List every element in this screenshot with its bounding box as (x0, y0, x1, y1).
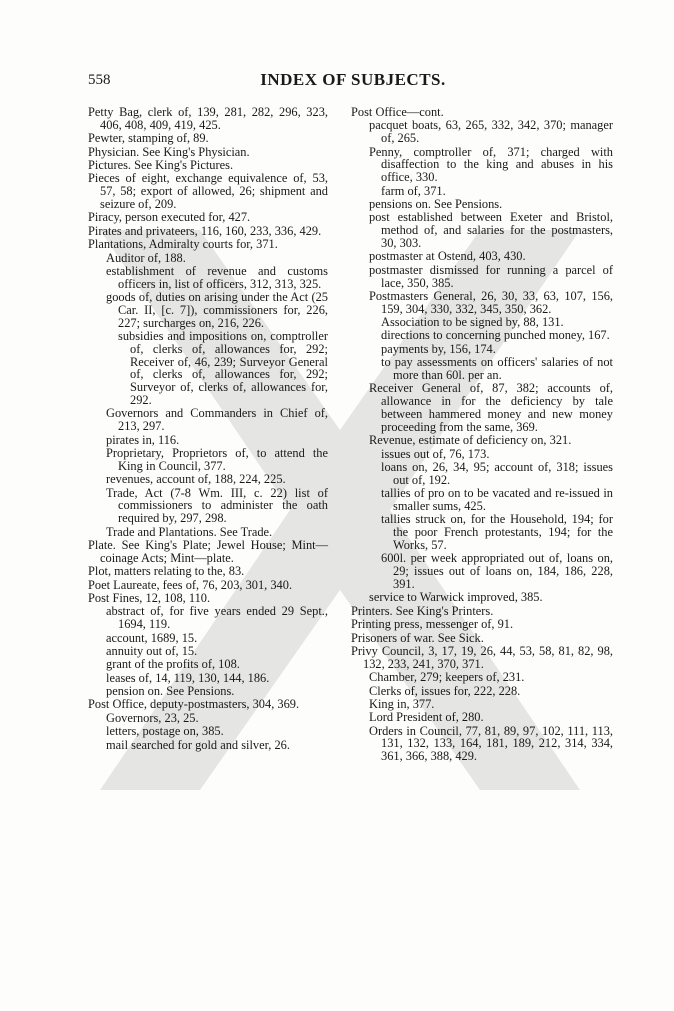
index-entry: payments by, 156, 174. (381, 341, 496, 356)
index-entry: goods of, duties on arising under the Act (25 Car. II, [c. 7]), commissioners for, 226, 227; surcharges on, 216, 226. (106, 290, 328, 330)
index-entry: Pictures. See King's Pictures. (88, 157, 234, 172)
index-entry: Governors, 23, 25. (106, 710, 199, 725)
index-entry: Plot, matters relating to the, 83. (88, 564, 245, 579)
index-entry: Post Office, deputy-postmasters, 304, 369. (88, 697, 300, 712)
index-entry: subsidies and impositions on, comptroller of, clerks of, allowances for, 292; Receiver of, 46, 239; Surveyor General of, clerks of, allowances for, 292; Surveyor of, clerks of, allowances for, 292. (118, 329, 328, 408)
index-column-right (351, 106, 613, 764)
running-title: INDEX OF SUBJECTS. (260, 70, 446, 89)
index-entry: revenues, account of, 188, 224, 225. (106, 472, 286, 487)
index-entry: King in, 377. (369, 696, 435, 711)
index-entry: Pieces of eight, exchange equivalence of, 53, 57, 58; export of allowed, 26; shipment and seizure of, 209. (88, 171, 328, 211)
page-header (88, 70, 618, 94)
index-entry: Piracy, person executed for, 427. (88, 210, 251, 225)
index-entry: pensions on. See Pensions. (369, 196, 503, 211)
index-entry: Lord President of, 280. (369, 710, 484, 725)
index-entry: Privy Council, 3, 17, 19, 26, 44, 53, 58, 81, 82, 98, 132, 233, 241, 370, 371. (351, 643, 613, 671)
index-entry: Post Office—cont. (351, 105, 444, 119)
index-entry: Revenue, estimate of deficiency on, 321. (369, 433, 572, 448)
index-entry: abstract of, for five years ended 29 Sept., 1694, 119. (106, 604, 328, 632)
index-entry: Receiver General of, 87, 382; accounts of, allowance in for the deficiency by tale between hammered money and new money proceeding from the same, 369. (369, 381, 613, 434)
index-entry: tallies of pro on to be vacated and re-issued in smaller sums, 425. (381, 486, 613, 513)
index-entry: tallies struck on, for the Household, 194; for the poor French protestants, 194; for the Works, 57. (381, 512, 613, 552)
index-entry: pacquet boats, 63, 265, 332, 342, 370; manager of, 265. (369, 118, 613, 146)
index-entry: Plantations, Admiralty courts for, 371. (88, 237, 278, 252)
index-entry: Governors and Commanders in Chief of, 213, 297. (106, 406, 328, 434)
index-entry: farm of, 371. (381, 183, 446, 198)
index-entry: mail searched for gold and silver, 26. (106, 737, 290, 752)
index-entry: directions to concerning punched money, 167. (381, 328, 610, 343)
index-entry: Pewter, stamping of, 89. (88, 131, 209, 146)
index-entry: Printers. See King's Printers. (351, 603, 494, 618)
index-entry: Prisoners of war. See Sick. (351, 630, 484, 645)
index-entry: leases of, 14, 119, 130, 144, 186. (106, 670, 270, 685)
index-entry: Association to be signed by, 88, 131. (381, 315, 564, 330)
index-entry: Auditor of, 188. (106, 250, 186, 265)
index-entry: Trade and Plantations. See Trade. (106, 524, 273, 539)
index-entry: service to Warwick improved, 385. (369, 590, 543, 605)
index-entry: pension on. See Pensions. (106, 684, 235, 699)
page-number: 558 (88, 72, 111, 88)
index-entry: account, 1689, 15. (106, 630, 198, 645)
index-entry: establishment of revenue and customs officers in, list of officers, 312, 313, 325. (106, 263, 328, 291)
index-entry: Pirates and privateers, 116, 160, 233, 336, 429. (88, 223, 322, 238)
index-entry: Physician. See King's Physician. (88, 144, 250, 159)
index-entry: post established between Exeter and Bristol, method of, and salaries for the postmasters, 30, 303. (369, 210, 613, 250)
index-entry: postmaster at Ostend, 403, 430. (369, 249, 526, 264)
index-entry: loans on, 26, 34, 95; account of, 318; issues out of, 192. (381, 460, 613, 487)
index-entry: Plate. See King's Plate; Jewel House; Mint—coinage Acts; Mint—plate. (88, 537, 328, 565)
index-entry: postmaster dismissed for running a parcel of lace, 350, 385. (369, 262, 613, 290)
index-entry: Trade, Act (7-8 Wm. III, c. 22) list of commissioners to administer the oath required by, 297, 298. (106, 485, 328, 526)
index-entry: Petty Bag, clerk of, 139, 281, 282, 296, 323, 406, 408, 409, 419, 425. (88, 105, 328, 132)
index-entry: letters, postage on, 385. (106, 724, 224, 739)
index-entry: issues out of, 76, 173. (381, 446, 490, 461)
index-entry: grant of the profits of, 108. (106, 657, 240, 672)
index-column-left (88, 106, 328, 752)
index-entry: pirates in, 116. (106, 432, 180, 447)
index-entry: annuity out of, 15. (106, 643, 198, 658)
index-entry: Chamber, 279; keepers of, 231. (369, 670, 525, 685)
index-entry: Postmasters General, 26, 30, 33, 63, 107, 156, 159, 304, 330, 332, 345, 350, 362. (369, 288, 613, 316)
index-entry: to pay assessments on officers' salaries of not more than 60l. per an. (381, 355, 613, 383)
index-entry: 600l. per week appropriated out of, loans on, 29; issues out of loans on, 184, 186, 228, 391. (381, 551, 613, 591)
index-entry: Post Fines, 12, 108, 110. (88, 590, 211, 605)
index-entry: Penny, comptroller of, 371; charged with disaffection to the king and abuses in his office, 330. (369, 144, 613, 185)
index-entry: Poet Laureate, fees of, 76, 203, 301, 340. (88, 577, 293, 592)
index-entry: Orders in Council, 77, 81, 89, 97, 102, 111, 113, 131, 132, 133, 164, 181, 189, 212, 314, 334, 361, 366, 388, 429. (369, 723, 613, 764)
index-entry: Proprietary, Proprietors of, to attend the King in Council, 377. (106, 446, 328, 473)
index-entry: Clerks of, issues for, 222, 228. (369, 683, 521, 698)
index-entry: Printing press, messenger of, 91. (351, 617, 514, 632)
